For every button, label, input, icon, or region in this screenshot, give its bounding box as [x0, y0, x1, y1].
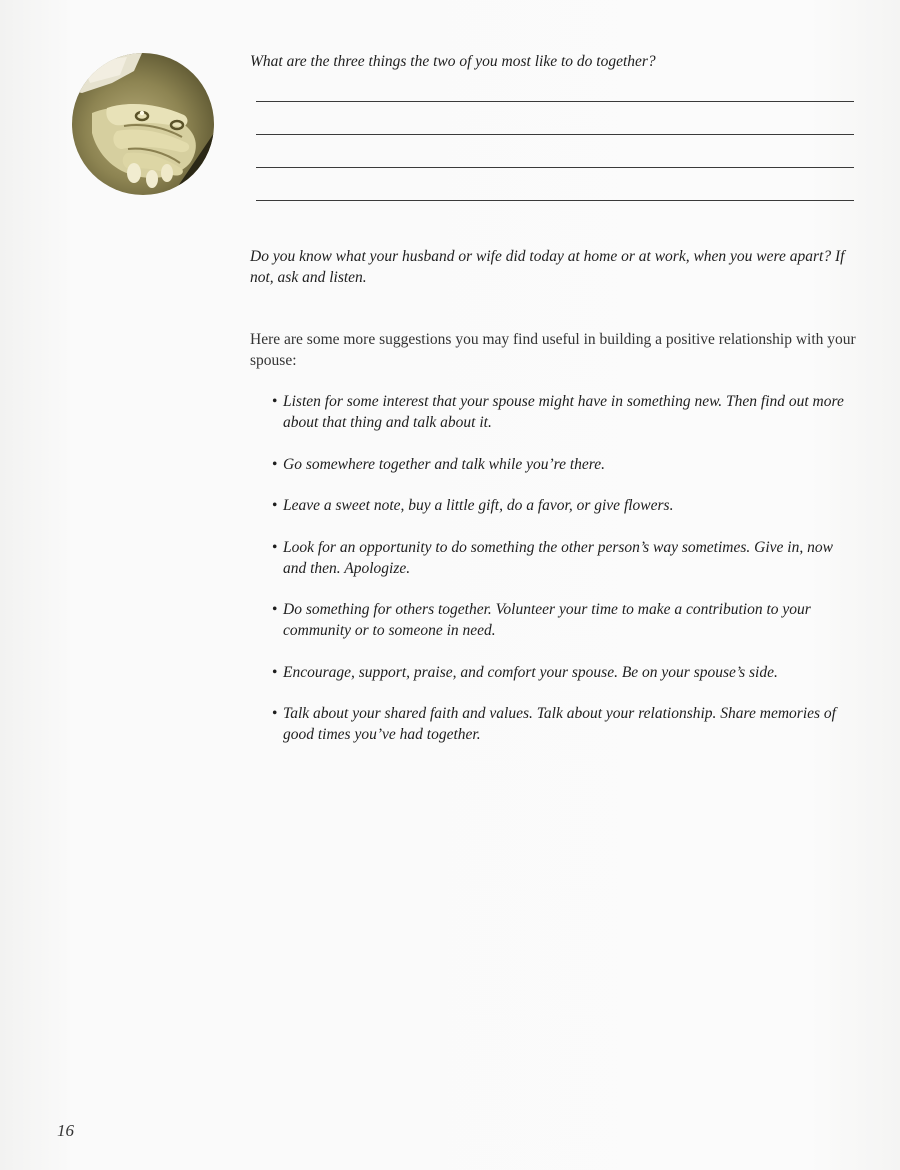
bullet-icon: • — [272, 601, 278, 618]
list-item — [272, 662, 860, 683]
suggestion-text: Leave a sweet note, buy a little gift, do a favor, or give flowers. — [283, 497, 674, 514]
suggestions-list — [272, 391, 860, 766]
bullet-icon: • — [272, 497, 278, 514]
suggestion-text: Listen for some interest that your spouse might have in something new. Then find out more about that thing and talk about it. — [283, 393, 844, 431]
list-item — [272, 391, 860, 433]
suggestion-text: Go somewhere together and talk while you’re there. — [283, 455, 605, 473]
suggestion-text: Talk about your shared faith and values. Talk about your relationship. Share memories of good times you’ve had together. — [283, 705, 836, 743]
question-spouse-day: Do you know what your husband or wife did today at home or at work, when you were apart? If not, ask and listen. — [250, 248, 845, 286]
bullet-icon: • — [272, 705, 278, 722]
suggestion-text: Do something for others together. Volunteer your time to make a contribution to your community or to someone in need. — [283, 601, 811, 639]
suggestions-intro: Here are some more suggestions you may find useful in building a positive relationship with your spouse: — [250, 331, 856, 369]
page-number: 16 — [57, 1121, 74, 1140]
list-item — [272, 599, 860, 641]
question-activities: What are the three things the two of you most like to do together? — [250, 53, 656, 70]
suggestion-text: Encourage, support, praise, and comfort your spouse. Be on your spouse’s side. — [283, 663, 778, 681]
answer-line[interactable] — [256, 134, 854, 135]
answer-line[interactable] — [256, 101, 854, 102]
bullet-icon: • — [272, 455, 278, 473]
list-item — [272, 454, 860, 475]
answer-line[interactable] — [256, 167, 854, 168]
suggestion-text: Look for an opportunity to do something the other person’s way sometimes. Give in, now and then. Apologize. — [283, 538, 833, 577]
bullet-icon: • — [272, 538, 278, 556]
answer-line[interactable] — [256, 200, 854, 201]
bullet-icon: • — [272, 393, 278, 410]
list-item — [272, 703, 860, 745]
bullet-icon: • — [272, 663, 278, 681]
list-item — [272, 537, 860, 579]
wedding-rings-hands-icon — [72, 53, 214, 195]
list-item — [272, 495, 860, 516]
